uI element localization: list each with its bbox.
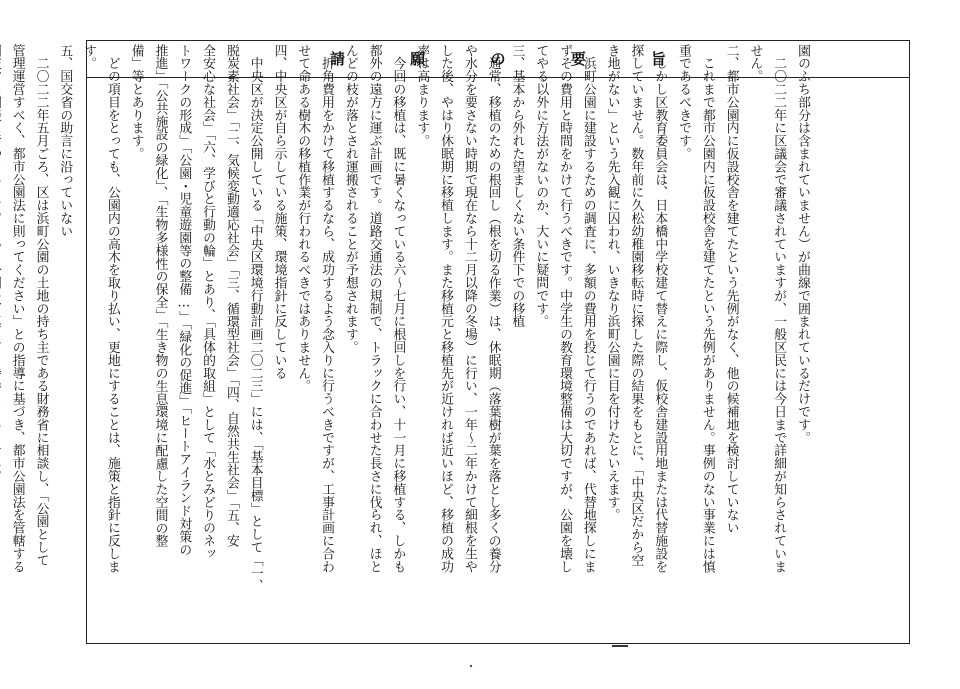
text-line: す。 [81, 44, 97, 70]
section-heading: 三、基本から外れた望ましくない条件下での移植 [509, 44, 525, 328]
text-line: 脱炭素社会」「二、気候変動適応社会」「三、循環型社会」「四、自然共生社会」「五、安 [223, 44, 239, 548]
scan-dot [470, 665, 472, 667]
section-heading: 四、中央区が自ら示している施策、環境指針に反している [271, 44, 287, 380]
text-line: や水分を要さない時期で現在なら十二月以降の冬場）に行い、一年～二年かけて細根を生や [461, 44, 477, 573]
page-title: 請 願 の 要 旨 [330, 50, 696, 68]
text-line: した後、やはり休眠期に移植します。また移植元と移植先が近ければ近いほど、移植の成功 [438, 44, 454, 573]
text-line: 推進」「公共施設の緑化」、「生物多様性の保全」「生き物の生息環境に配慮した空間の整 [152, 44, 168, 548]
text-line: 折角費用をかけて移植するなら、成功するよう念入りに行うべきですが、工事計画に合わ [319, 44, 335, 573]
petition-body [10, 44, 814, 592]
section-heading: 二、都市公園内に仮設校舎を建てたという先例がなく、他の候補地を検討していない [723, 44, 739, 535]
text-line: 探していません。数年前に久松幼稚園移転時に探した際の結果をもとに、「中央区だから空 [628, 44, 644, 567]
text-line: 重であるべきです。 [676, 44, 692, 161]
text-line: せて命ある樹木の移植作業が行われるべきではありません。 [295, 44, 311, 393]
text-line: 率は高まります。 [414, 44, 430, 148]
text-line: 二〇二二年に区議会で審議されていますが、一般区民には今日まで詳細が知らされていま [771, 44, 787, 573]
text-line: トワークの形成」「公園・児童遊園等の整備…」「緑化の促進」「ヒートアイランド対策の [176, 44, 192, 556]
text-line: せん。 [747, 44, 763, 83]
text-line: 浜町公園に建設するための調査に、多額の費用を投じて行うのであれば、代替地探しにま [580, 44, 596, 573]
text-line: 通常、移植のための根回し（根を切る作業）は、休眠期（落葉樹が葉を落とし多くの養分 [485, 44, 501, 573]
text-line: 管理運営すべく、都市公園法に則ってください」との指導に基づき、都市公園法を管轄する [9, 44, 25, 573]
text-line: 都外の遠方に運ぶ計画です。道路交通法の規制で、トラックに合わせた長さに伐られ、ほと [366, 44, 382, 573]
text-line: んどの枝が落とされ運搬されることが予想されます。 [342, 44, 358, 354]
text-line: どの項目をとっても、公園内の高木を取り払い、更地にすることは、施策と指針に反しま [104, 44, 120, 573]
section-heading: 五、国交省の助言に沿っていない [57, 44, 73, 238]
text-line: 今回の移植は、既に暑くなっている六～七月に根回しを行い、十一月に移植する、しかも [390, 44, 406, 573]
text-line: 二〇二二年五月ごろ、区は浜町公園の土地の持ち主である財務省に相談し、「公園として [33, 44, 49, 567]
text-line: 園のふち部分は含まれていません）が曲線で囲まれているだけです。 [795, 44, 810, 444]
text-line: 中央区が決定公開している「中央区環境行動計画二〇二三」には、「基本目標」として「一、 [247, 44, 263, 593]
text-line: これまで都市公園内に仮設校舎を建てたという先例がありません。事例のない事業には慎 [699, 44, 715, 573]
text-line: しかし区教育委員会は、日本橋中学校建て替えに際し、仮校舎建設用地または代替施設を [652, 44, 668, 573]
text-line: き地がない」という先入観に囚われ、いきなり浜町公園に目を付けたといえます。 [604, 44, 620, 522]
text-line: ずその費用と時間をかけて行うべきです。中学生の教育環境整備は大切ですが、公園を壊し [557, 44, 573, 573]
text-line: 備」等とあります。 [128, 44, 144, 161]
text-line: てやる以外に方法がないのか、大いに疑問です。 [533, 44, 549, 328]
text-line: 全安心な社会」「六、学びと行動の輪」とあり、「具体的取組」として「水とみどりのネッ [200, 44, 216, 561]
